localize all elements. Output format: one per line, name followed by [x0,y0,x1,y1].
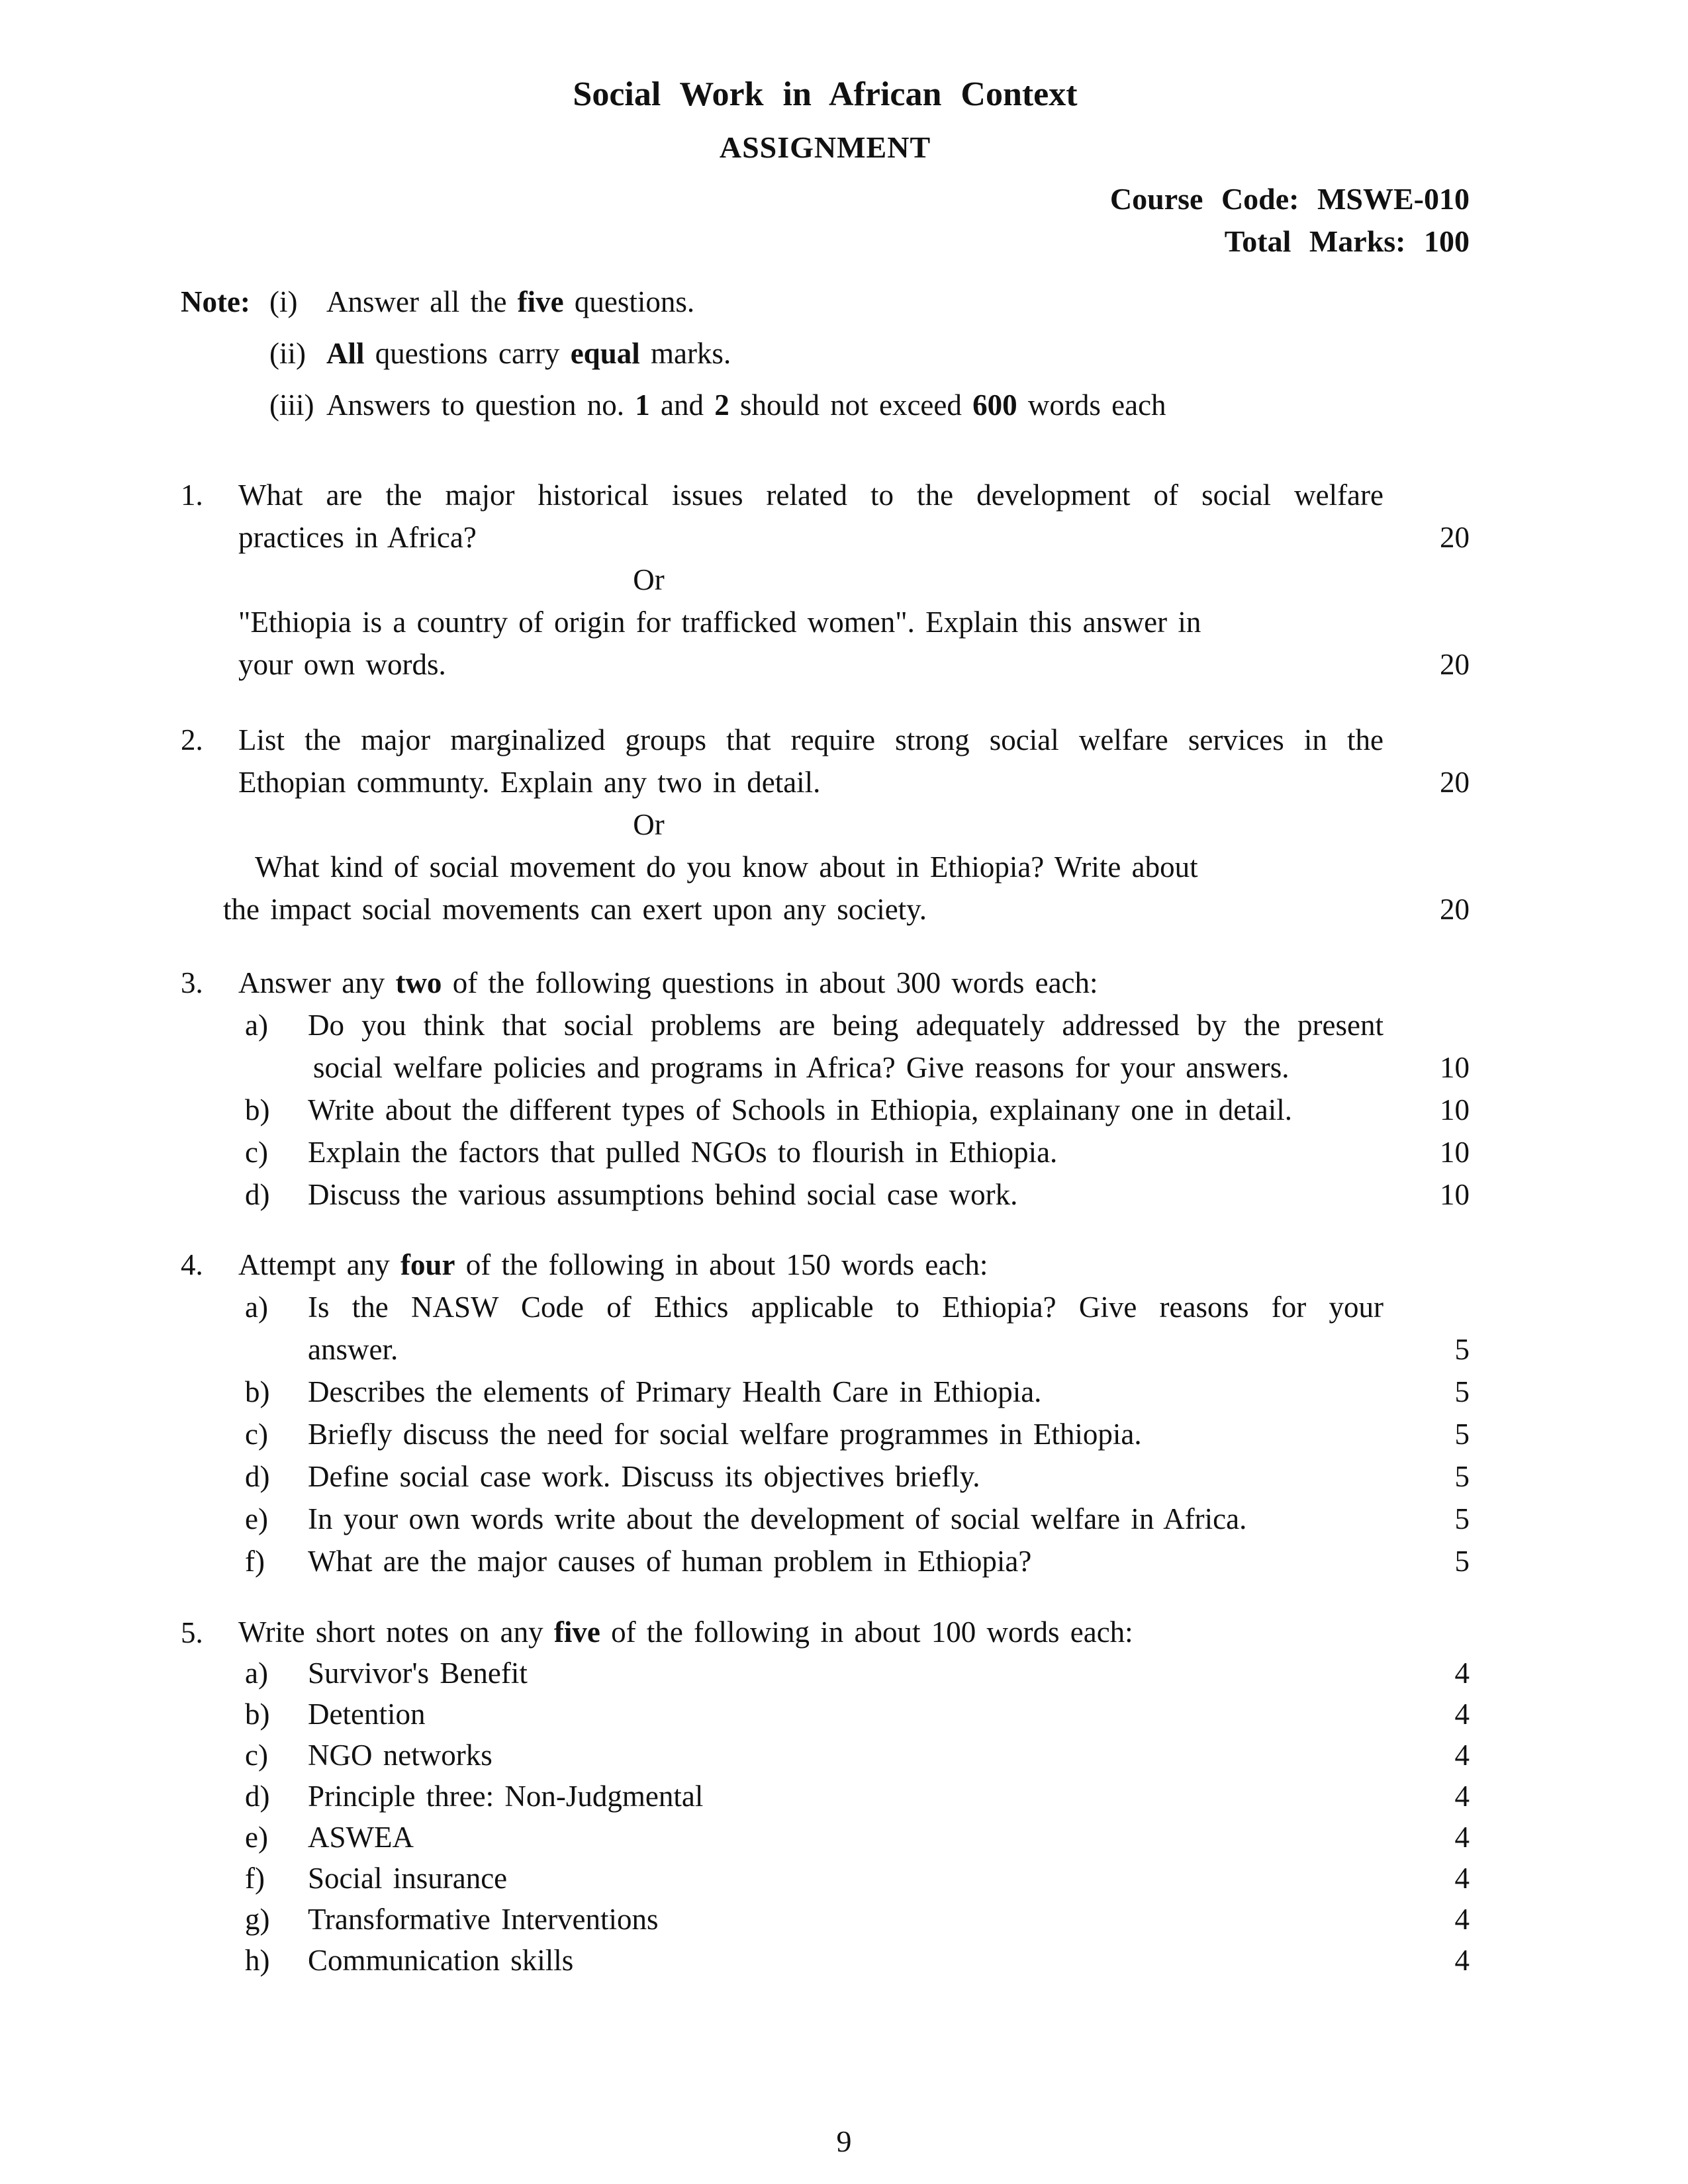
note-item-text: All questions carry equal marks. [326,337,731,370]
sub-question-letter: f) [245,1862,265,1895]
sub-question-4f [245,1540,1470,1582]
note-label: Note: [181,285,250,318]
sub-question-letter: c) [245,1418,268,1451]
note-item-text: Answer all the five questions. [326,285,695,318]
question-body [238,474,1470,686]
sub-question-4b [245,1371,1470,1413]
question-1-part-2 [238,601,1470,686]
sub-question-letter: b) [245,1698,270,1731]
question-1 [181,474,1470,686]
sub-question-3a [245,1004,1470,1089]
question-text-line: the impact social movements can exert upon any society. [223,893,927,926]
sub-question-letter: e) [245,1821,268,1854]
question-4 [181,1244,1470,1582]
question-text-line: your own words. [238,648,446,681]
sub-question-body [308,1004,1383,1089]
sub-question-letter: a) [245,1657,268,1690]
sub-question-letter: g) [245,1903,270,1936]
sub-question-letter: d) [245,1178,270,1211]
sub-question-text-line: NGO networks [308,1739,492,1772]
marks-value: 4 [1454,1862,1470,1895]
marks-value: 5 [1454,1418,1470,1451]
note-item-number: (i) [269,285,298,318]
sub-question-letter: h) [245,1944,270,1977]
sub-question-letter: f) [245,1545,265,1578]
question-5 [181,1612,1470,1981]
question-body [238,1244,1470,1582]
question-text-line: practices in Africa? [238,521,477,554]
sub-question-3d [245,1173,1470,1216]
marks-value: 4 [1454,1657,1470,1690]
marks-value: 5 [1454,1460,1470,1493]
marks-value: 5 [1454,1333,1470,1366]
sub-question-text-line: social welfare policies and programs in Africa? Give reasons for your answers. [313,1051,1289,1084]
note-item-number: (iii) [269,388,314,422]
question-text-line: Ethopian communty. Explain any two in detail. [238,766,821,799]
question-body [238,962,1470,1216]
note-block [181,281,1470,426]
sub-question-text-line: Principle three: Non-Judgmental [308,1780,704,1813]
sub-question-3c [245,1131,1470,1173]
document-subtitle: ASSIGNMENT [719,130,931,164]
marks-value: 10 [1440,1051,1470,1084]
marks-value: 5 [1454,1375,1470,1408]
sub-question-5g [245,1899,1470,1940]
sub-question-5b [245,1694,1470,1735]
page-number: 9 [836,2124,852,2158]
sub-question-text-line: Explain the factors that pulled NGOs to flourish in Ethiopia. [308,1136,1058,1169]
question-number: 1. [181,478,203,512]
question-2 [181,719,1470,931]
sub-question-body [308,1089,1383,1131]
sub-question-4e [245,1498,1470,1540]
question-text-line: "Ethiopia is a country of origin for trafficked women". Explain this answer in [238,606,1201,639]
question-body [223,719,1470,931]
sub-question-text-line: Write about the different types of Schools in Ethiopia, explainany one in detail. [308,1093,1292,1126]
question-1-part-1 [238,474,1470,559]
sub-question-text-line: In your own words write about the development of social welfare in Africa. [308,1502,1247,1535]
sub-question-body [308,1371,1383,1413]
marks-value: 10 [1440,1178,1470,1211]
marks-value: 20 [1440,648,1470,681]
sub-question-body [308,1694,1383,1735]
question-text-line: List the major marginalized groups that require strong social welfare services in the [238,723,1383,756]
or-separator: Or [633,808,665,841]
sub-question-body [308,1858,1383,1899]
sub-question-body [308,1540,1383,1582]
total-marks: Total Marks: 100 [1224,224,1470,258]
sub-question-body [308,1776,1383,1817]
sub-question-letter: d) [245,1780,270,1813]
sub-question-5c [245,1735,1470,1776]
sub-question-text-line: Transformative Interventions [308,1903,659,1936]
sub-question-text-line: Communication skills [308,1944,574,1977]
question-3 [181,962,1470,1216]
marks-value: 10 [1440,1093,1470,1126]
note-item-text: Answers to question no. 1 and 2 should not exceed 600 words each [326,388,1166,422]
sub-question-body [308,1498,1383,1540]
question-number: 4. [181,1248,203,1281]
note-spacer [181,332,269,375]
marks-value: 5 [1454,1545,1470,1578]
marks-value: 20 [1440,521,1470,554]
course-code: Course Code: MSWE-010 [1109,182,1470,216]
question-text-line: What kind of social movement do you know about in Ethiopia? Write about [255,850,1198,884]
sub-question-text-line: Is the NASW Code of Ethics applicable to Ethiopia? Give reasons for your [308,1291,1383,1324]
sub-question-4a [245,1286,1470,1371]
sub-question-letter: a) [245,1291,268,1324]
page-content [181,74,1470,1981]
sub-question-body [308,1413,1383,1455]
sub-question-text-line: What are the major causes of human problem in Ethiopia? [308,1545,1032,1578]
sub-question-4d [245,1455,1470,1498]
sub-question-text-line: Discuss the various assumptions behind social case work. [308,1178,1018,1211]
sub-question-5e [245,1817,1470,1858]
sub-question-body [308,1940,1383,1981]
sub-question-body [308,1286,1383,1371]
sub-question-body [308,1131,1383,1173]
sub-question-body [308,1455,1383,1498]
marks-value: 20 [1440,893,1470,926]
question-2-part-1 [238,719,1470,803]
sub-question-letter: e) [245,1502,268,1535]
sub-question-5f [245,1858,1470,1899]
sub-question-letter: c) [245,1136,268,1169]
sub-question-text-line: ASWEA [308,1821,414,1854]
sub-question-text-line: Social insurance [308,1862,508,1895]
sub-question-letter: a) [245,1009,268,1042]
sub-question-5h [245,1940,1470,1981]
marks-value: 4 [1454,1821,1470,1854]
sub-question-letter: b) [245,1093,270,1126]
question-number: 3. [181,966,203,999]
sub-question-text-line: Do you think that social problems are being adequately addressed by the present [308,1009,1383,1042]
sub-question-3b [245,1089,1470,1131]
sub-question-letter: d) [245,1460,270,1493]
marks-value: 20 [1440,766,1470,799]
sub-question-5d [245,1776,1470,1817]
question-body [238,1612,1470,1981]
sub-question-body [308,1735,1383,1776]
sub-question-5a [245,1653,1470,1694]
marks-value: 4 [1454,1903,1470,1936]
marks-value: 4 [1454,1944,1470,1977]
question-intro: Write short notes on any five of the following in about 100 words each: [238,1615,1133,1649]
sub-question-letter: c) [245,1739,268,1772]
question-number: 2. [181,723,203,756]
question-intro: Attempt any four of the following in about 150 words each: [238,1248,988,1281]
marks-value: 4 [1454,1739,1470,1772]
marks-value: 4 [1454,1780,1470,1813]
sub-question-body [308,1653,1383,1694]
sub-question-text-line: Survivor's Benefit [308,1657,528,1690]
sub-question-4c [245,1413,1470,1455]
sub-question-body [308,1899,1383,1940]
sub-question-body [308,1173,1383,1216]
sub-question-text-line: Detention [308,1698,426,1731]
or-separator: Or [633,563,665,596]
marks-value: 10 [1440,1136,1470,1169]
sub-question-letter: b) [245,1375,270,1408]
sub-question-text-line: Briefly discuss the need for social welfare programmes in Ethiopia. [308,1418,1142,1451]
document-title: Social Work in African Context [573,75,1078,113]
marks-value: 5 [1454,1502,1470,1535]
note-item-number: (ii) [269,337,306,370]
question-intro: Answer any two of the following questions in about 300 words each: [238,966,1098,999]
question-text-line: What are the major historical issues related to the development of social welfare [238,478,1383,512]
question-2-part-2 [223,846,1470,931]
sub-question-text-line: Describes the elements of Primary Health Care in Ethiopia. [308,1375,1042,1408]
sub-question-body [308,1817,1383,1858]
sub-question-text-line: answer. [308,1333,399,1366]
question-number: 5. [181,1616,203,1649]
sub-question-text-line: Define social case work. Discuss its objectives briefly. [308,1460,980,1493]
note-spacer [181,384,269,426]
marks-value: 4 [1454,1698,1470,1731]
